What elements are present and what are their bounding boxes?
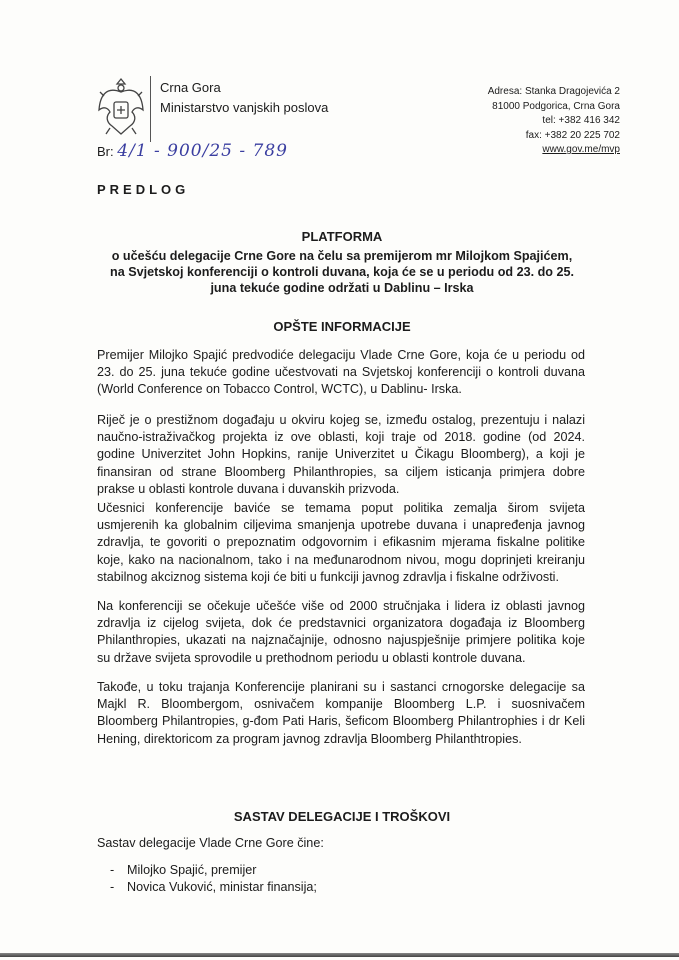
list-item (110, 862, 256, 879)
text-line: prakse u oblasti kontrole duvana i duvanskih prizvoda. (97, 481, 400, 496)
text-line: Premijer Milojko Spajić predvodiće delegaciju Vlade Crne Gore, koja će u periodu od (97, 348, 585, 362)
subtitle-line: o učešću delegacije Crne Gore na čelu sa premijerom mr Milojkom Spajićem, (111, 249, 573, 263)
text-line: naučno-istraživačkog projekta iz ove oblasti, koji traje od 2018. godine (od 2024. (97, 430, 585, 445)
phone: tel: +382 416 342 (542, 115, 620, 126)
scan-edge-line (0, 953, 679, 957)
text-line: (World Conference on Tobacco Control, WCTC), u Dablinu- Irska. (97, 382, 462, 397)
document-title: PLATFORMA (301, 229, 383, 244)
text-line: Bloomberg Philantropies, g-đom Pati Haris, šeficom Bloomberg Philantrophies i dr Keli (97, 714, 585, 729)
document-subtitle (97, 248, 587, 296)
bullet-dash: - (110, 880, 115, 894)
website-link[interactable]: www.gov.me/mvp (542, 144, 620, 155)
reference-number (97, 141, 288, 161)
text-line: Hening, direktoricom za program javnog zdravlja Bloomberg Philanthtropies. (97, 731, 522, 746)
section-heading-delegation: SASTAV DELEGACIJE I TROŠKOVI (233, 809, 451, 824)
text-line: su države svijeta sprovodile u prethodnom periodu u oblasti kontrole duvana. (97, 650, 526, 665)
paragraph-2 (97, 412, 585, 498)
text-line: 23. do 25. juna tekuće godine učestvovati na Svjetskoj konferenciji o kontroli duvana (97, 365, 585, 380)
text-line: Na konferenciji se očekuje učešće više od 2000 stručnjaka i lidera iz oblasti javnog (97, 599, 585, 613)
text-line: Philanthropies, ukazati na najznačajnije, odnosno najuspješnije primjere politika koje (97, 633, 585, 648)
paragraph-3 (97, 500, 585, 586)
subtitle-line: na Svjetskoj konferenciji o kontroli duvana, koja će se u periodu od 23. do 25. (110, 265, 574, 279)
text-line: zdravlja iz cijelog svijeta, dok će predstavnici organizatora događaja iz Bloomberg (97, 616, 585, 631)
header-divider (150, 76, 151, 142)
text-line: Učesnici konferencije baviće se temama poput politika zemalja širom svijeta (97, 501, 585, 515)
paragraph-4 (97, 598, 585, 667)
text-line: zdravlja, te govoriti o prepoznatim odgovornim i efikasnim mjerama fiskalne politike (97, 535, 585, 550)
text-line: Takođe, u toku trajanja Konferencije planirani su i sastanci crnogorske delegacije sa (97, 680, 585, 694)
coat-of-arms-seal (96, 76, 146, 143)
paragraph-5 (97, 679, 585, 748)
reference-label: Br: (97, 144, 114, 159)
text-line: stabilnog akciznog sistema koji će biti u funkciji javnog zdravlja i fiskalne održivosti. (97, 569, 559, 584)
paragraph-1 (97, 347, 585, 399)
text-line: godine Univerzitet John Hopkins, ranije Univerzitet u Čikagu Bloomberg), a koji je (97, 447, 585, 462)
member-name: Milojko Spajić, premijer (127, 863, 257, 877)
text-line: finansiran od strane Bloomberg Philanthropies, sa ciljem isticanja primjera dobre (97, 464, 585, 479)
text-line: Majkl R. Bloombergom, osnivačem kompanije Bloomberg L.P. i suosnivačem (97, 697, 585, 712)
member-name: Novica Vuković, ministar finansija; (127, 880, 317, 894)
composition-intro: Sastav delegacije Vlade Crne Gore čine: (97, 836, 324, 850)
text-line: usmjerenih ka globalnim ciljevima smanjenja upotrebe duvana i unapređenja javnog (97, 518, 585, 533)
bullet-dash: - (110, 863, 115, 877)
subtitle-line: juna tekuće godine održati u Dablinu – Irska (210, 281, 474, 295)
section-heading-general: OPŠTE INFORMACIJE (273, 319, 411, 334)
ministry-name: Ministarstvo vanjskih poslova (160, 100, 329, 115)
text-line: koje, kako na nacionalnom, tako i na međunarodnom nivou, mogu doprinjeti kreiranju (97, 552, 585, 567)
text-line: Riječ je o prestižnom događaju u okviru kojeg se, između ostalog, prezentuju i nalazi (97, 413, 585, 427)
predlog-label: PREDLOG (97, 182, 190, 197)
address-line: 81000 Podgorica, Crna Gora (492, 100, 620, 112)
fax: fax: +382 20 225 702 (525, 129, 620, 141)
list-item (110, 879, 317, 896)
address-block (488, 85, 620, 158)
address-line: Adresa: Stanka Dragojevića 2 (487, 86, 620, 97)
reference-handwritten: 4/1 - 900/25 - 789 (117, 141, 288, 161)
country-name: Crna Gora (160, 80, 221, 95)
